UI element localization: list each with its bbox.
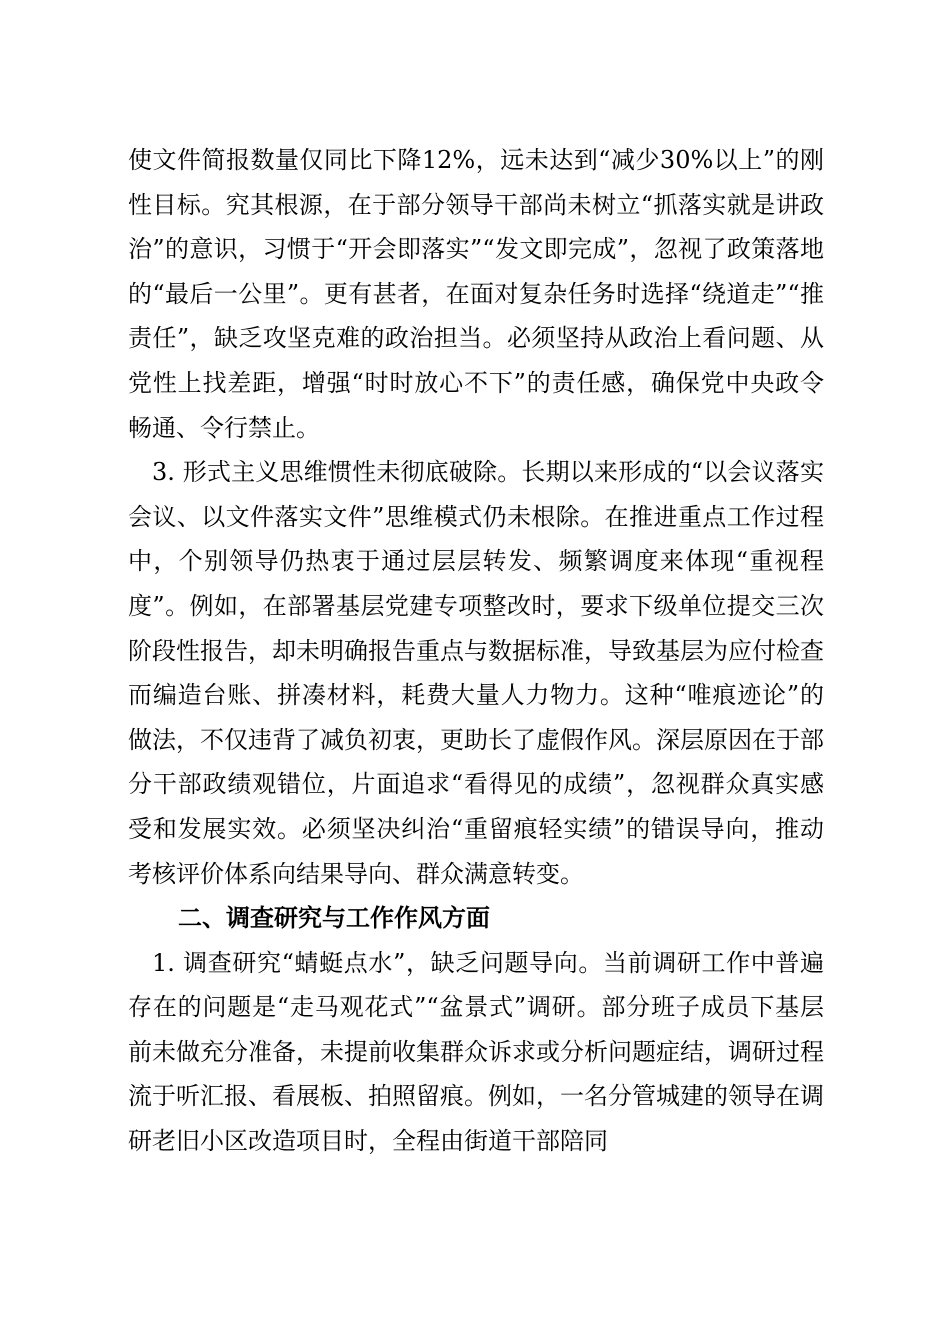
paragraph-item-3: 3. 形式主义思维惯性未彻底破除。长期以来形成的“以会议落实会议、以文件落实文件”思维模式仍未根除。在推进重点工作过程中，个别领导仍热衷于通过层层转发、频繁调度来体现“重视程度”。例如，在部署基层党建专项整改时，要求下级单位提交三次阶段性报告，却未明确报告重点与数据标准，导致基层为应付检查而编造台账、拼凑材料，耗费大量人力物力。这种“唯痕迹论”的做法，不仅违背了减负初衷，更助长了虚假作风。深层原因在于部分干部政绩观错位，片面追求“看得见的成绩”，忽视群众真实感受和发展实效。必须坚决纠治“重留痕轻实绩”的错误导向，推动考核评价体系向结果导向、群众满意转变。 [128, 458, 824, 888]
paragraph-item-1: 1. 调查研究“蜻蜓点水”，缺乏问题导向。当前调研工作中普遍存在的问题是“走马观花式”“盆景式”调研。部分班子成员下基层前未做充分准备，未提前收集群众诉求或分析问题症结，调研过程流于听汇报、看展板、拍照留痕。例如，一名分管城建的领导在调研老旧小区改造项目时，全程由街道干部陪同 [128, 948, 824, 1156]
section-heading: 二、调查研究与工作作风方面 [178, 904, 490, 933]
document-page [128, 138, 824, 1164]
paragraph-continuation: 使文件简报数量仅同比下降12%，远未达到“减少30%以上”的刚性目标。究其根源，在于部分领导干部尚未树立“抓落实就是讲政治”的意识，习惯于“开会即落实”“发文即完成”，忽视了政策落地的“最后一公里”。更有甚者，在面对复杂任务时选择“绕道走”“推责任”，缺乏攻坚克难的政治担当。必须坚持从政治上看问题、从党性上找差距，增强“时时放心不下”的责任感，确保党中央政令畅通、令行禁止。 [128, 146, 824, 442]
